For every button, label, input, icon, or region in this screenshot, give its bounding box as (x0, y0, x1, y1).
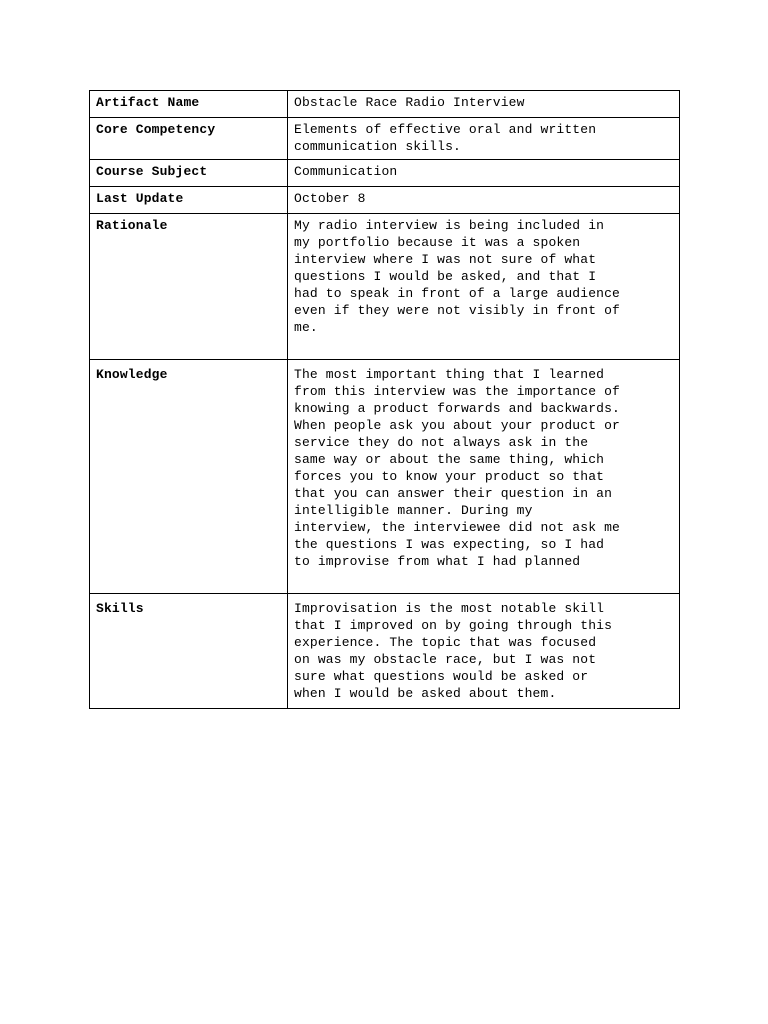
last-update-label: Last Update (90, 187, 288, 214)
skills-label: Skills (90, 594, 288, 709)
last-update-value: October 8 (288, 187, 680, 214)
artifact-table (89, 90, 680, 709)
rationale-value: My radio interview is being included in my portfolio because it was a spoken interview where I was not sure of what questions I would be asked, and that I had to speak in front of a large audience even if they were not visibly in front of me. (288, 214, 680, 360)
table-row-rationale (90, 214, 680, 360)
table-row-core-competency (90, 118, 680, 160)
table-row-artifact-name (90, 91, 680, 118)
table-row-last-update (90, 187, 680, 214)
table-row-knowledge (90, 360, 680, 594)
knowledge-label: Knowledge (90, 360, 288, 594)
core-competency-value: Elements of effective oral and written communication skills. (288, 118, 680, 160)
knowledge-value: The most important thing that I learned from this interview was the importance of knowing a product forwards and backwards. When people ask you about your product or service they do not always ask in the same way or about the same thing, which forces you to know your product so that that you can answer their question in an intelligible manner. During my interview, the interviewee did not ask me the questions I was expecting, so I had to improvise from what I had planned (288, 360, 680, 594)
artifact-name-label: Artifact Name (90, 91, 288, 118)
artifact-name-value: Obstacle Race Radio Interview (288, 91, 680, 118)
table-row-course-subject (90, 160, 680, 187)
skills-value: Improvisation is the most notable skill that I improved on by going through this experience. The topic that was focused on was my obstacle race, but I was not sure what questions would be asked or when I would be asked about them. (288, 594, 680, 709)
course-subject-label: Course Subject (90, 160, 288, 187)
table-row-skills (90, 594, 680, 709)
core-competency-label: Core Competency (90, 118, 288, 160)
course-subject-value: Communication (288, 160, 680, 187)
rationale-label: Rationale (90, 214, 288, 360)
